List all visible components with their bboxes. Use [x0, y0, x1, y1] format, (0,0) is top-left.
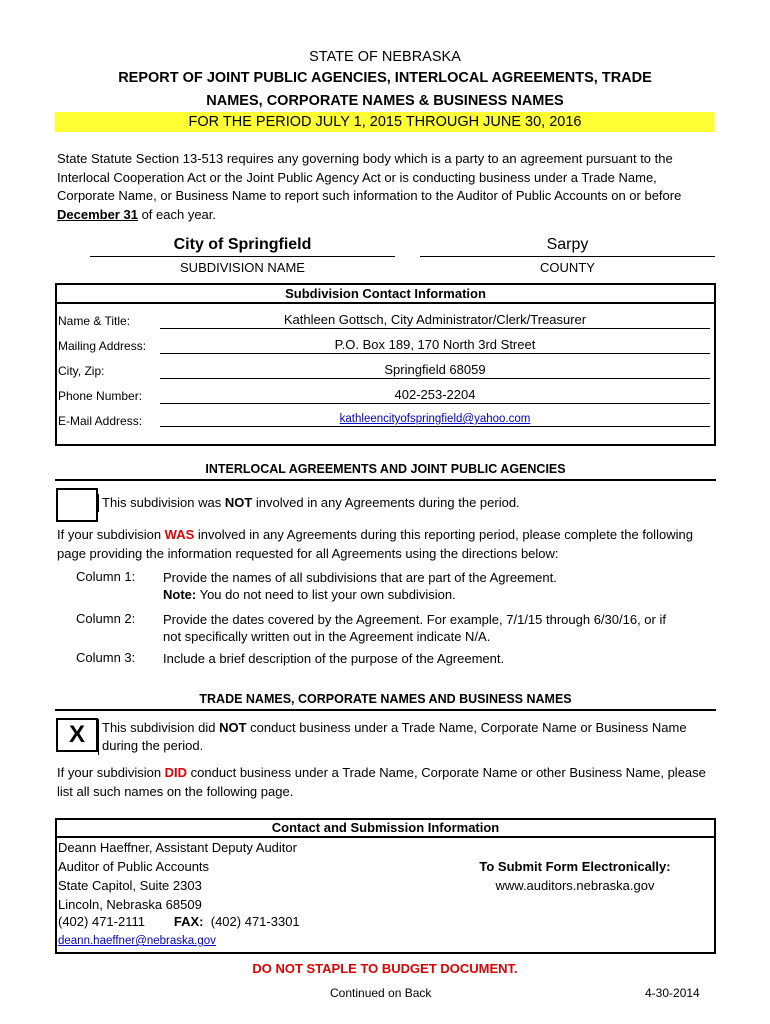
interlocal-not-involved-checkbox[interactable] — [56, 488, 98, 522]
report-title-line1: REPORT OF JOINT PUBLIC AGENCIES, INTERLOCAL AGREEMENTS, TRADE — [118, 70, 652, 86]
interlocal-check-text-end: involved in any Agreements during the period. — [252, 495, 520, 510]
interlocal-checkbox-label — [98, 494, 698, 512]
trade-para-text-end: conduct business under a Trade Name, Corporate Name or other Business Name, please list all such names on the following page. — [57, 765, 706, 799]
trade-instructions — [57, 764, 717, 801]
interlocal-heading: INTERLOCAL AGREEMENTS AND JOINT PUBLIC AGENCIES — [55, 462, 716, 481]
statute-text: State Statute Section 13-513 requires any governing body which is a party to an agreement pursuant to the Interlocal Cooperation Act or the Joint Public Agency Act or is conducting business under a Trade Name, Corporate Name, or Business Name to report such information to the Auditor of Public Accounts on or before — [57, 151, 682, 203]
column3-label: Column 3: — [76, 650, 136, 665]
auditor-email-link[interactable]: deann.haeffner@nebraska.gov — [58, 935, 216, 947]
subdivision-name-field[interactable]: City of Springfield — [90, 236, 395, 257]
interlocal-instructions — [57, 526, 717, 563]
trade-check-not: NOT — [219, 720, 247, 735]
city-zip-label: City, Zip: — [58, 364, 105, 378]
contact-info-heading: Subdivision Contact Information — [55, 284, 716, 304]
phone-number-field[interactable]: 402-253-2204 — [160, 387, 710, 404]
form-revision-date: 4-30-2014 — [645, 986, 700, 1000]
auditor-city: Lincoln, Nebraska 68509 — [58, 897, 202, 912]
interlocal-was: WAS — [164, 527, 195, 542]
report-period: FOR THE PERIOD JULY 1, 2015 THROUGH JUNE 30, 2016 — [55, 112, 715, 132]
trade-did: DID — [164, 765, 188, 780]
interlocal-check-not: NOT — [224, 495, 253, 510]
column1-note-label: Note: — [163, 587, 197, 602]
column1-instruction — [163, 569, 683, 603]
column1-text: Provide the names of all subdivisions that are part of the Agreement. — [163, 570, 557, 585]
auditor-name: Deann Haeffner, Assistant Deputy Auditor — [58, 840, 297, 855]
auditor-phone: (402) 471-2111 — [58, 914, 145, 929]
email-address-label: E-Mail Address: — [58, 414, 143, 428]
report-title-line2: NAMES, CORPORATE NAMES & BUSINESS NAMES — [206, 93, 564, 109]
trade-check-text: This subdivision did — [102, 720, 220, 735]
continued-on-back: Continued on Back — [330, 986, 432, 1000]
auditor-website-link[interactable]: www.auditors.nebraska.gov — [495, 878, 655, 893]
name-title-field[interactable]: Kathleen Gottsch, City Administrator/Clerk/Treasurer — [160, 312, 710, 329]
interlocal-para-text: If your subdivision — [57, 527, 165, 542]
interlocal-para-text-end: involved in any Agreements during this reporting period, please complete the following page providing the information requested for all Agreements using the directions below: — [57, 527, 693, 561]
submission-info-heading: Contact and Submission Information — [55, 818, 716, 838]
state-heading: STATE OF NEBRASKA — [309, 49, 461, 65]
subdivision-name-label: SUBDIVISION NAME — [180, 260, 305, 275]
county-field[interactable]: Sarpy — [420, 236, 715, 257]
submit-electronically-label: To Submit Form Electronically: — [479, 859, 671, 874]
auditor-suite: State Capitol, Suite 2303 — [58, 878, 202, 893]
column2-instruction: Provide the dates covered by the Agreement. For example, 7/1/15 through 6/30/16, or if not specifically written out in the Agreement indicate N/A. — [163, 612, 666, 644]
phone-number-label: Phone Number: — [58, 389, 143, 403]
auditor-office: Auditor of Public Accounts — [58, 859, 210, 874]
interlocal-check-text: This subdivision was — [102, 495, 225, 510]
email-address-field[interactable]: kathleencityofspringfield@yahoo.com — [160, 413, 710, 427]
statute-text-end: of each year. — [137, 206, 217, 222]
name-title-label: Name & Title: — [58, 314, 131, 328]
column3-instruction: Include a brief description of the purpose of the Agreement. — [163, 651, 505, 666]
mailing-address-field[interactable]: P.O. Box 189, 170 North 3rd Street — [160, 337, 710, 354]
trade-names-heading: TRADE NAMES, CORPORATE NAMES AND BUSINESS NAMES — [55, 692, 716, 711]
no-staple-warning: DO NOT STAPLE TO BUDGET DOCUMENT. — [252, 961, 518, 976]
mailing-address-label: Mailing Address: — [58, 339, 147, 353]
column1-label: Column 1: — [76, 569, 136, 584]
fax-label: FAX: — [173, 914, 204, 929]
trade-not-conducted-checkbox[interactable]: X — [56, 718, 98, 752]
trade-checkbox-label — [98, 719, 698, 755]
column2-label: Column 2: — [76, 611, 136, 626]
trade-para-text: If your subdivision — [57, 765, 165, 780]
city-zip-field[interactable]: Springfield 68059 — [160, 362, 710, 379]
auditor-fax: (402) 471-3301 — [210, 914, 300, 929]
auditor-phone-fax — [58, 914, 300, 929]
column1-note-text: You do not need to list your own subdivision. — [196, 587, 456, 602]
statute-paragraph — [57, 150, 717, 224]
county-label: COUNTY — [540, 260, 595, 275]
trade-check-text-end: conduct business under a Trade Name, Corporate Name or Business Name during the period. — [102, 720, 687, 753]
statute-deadline: December 31 — [57, 206, 138, 222]
